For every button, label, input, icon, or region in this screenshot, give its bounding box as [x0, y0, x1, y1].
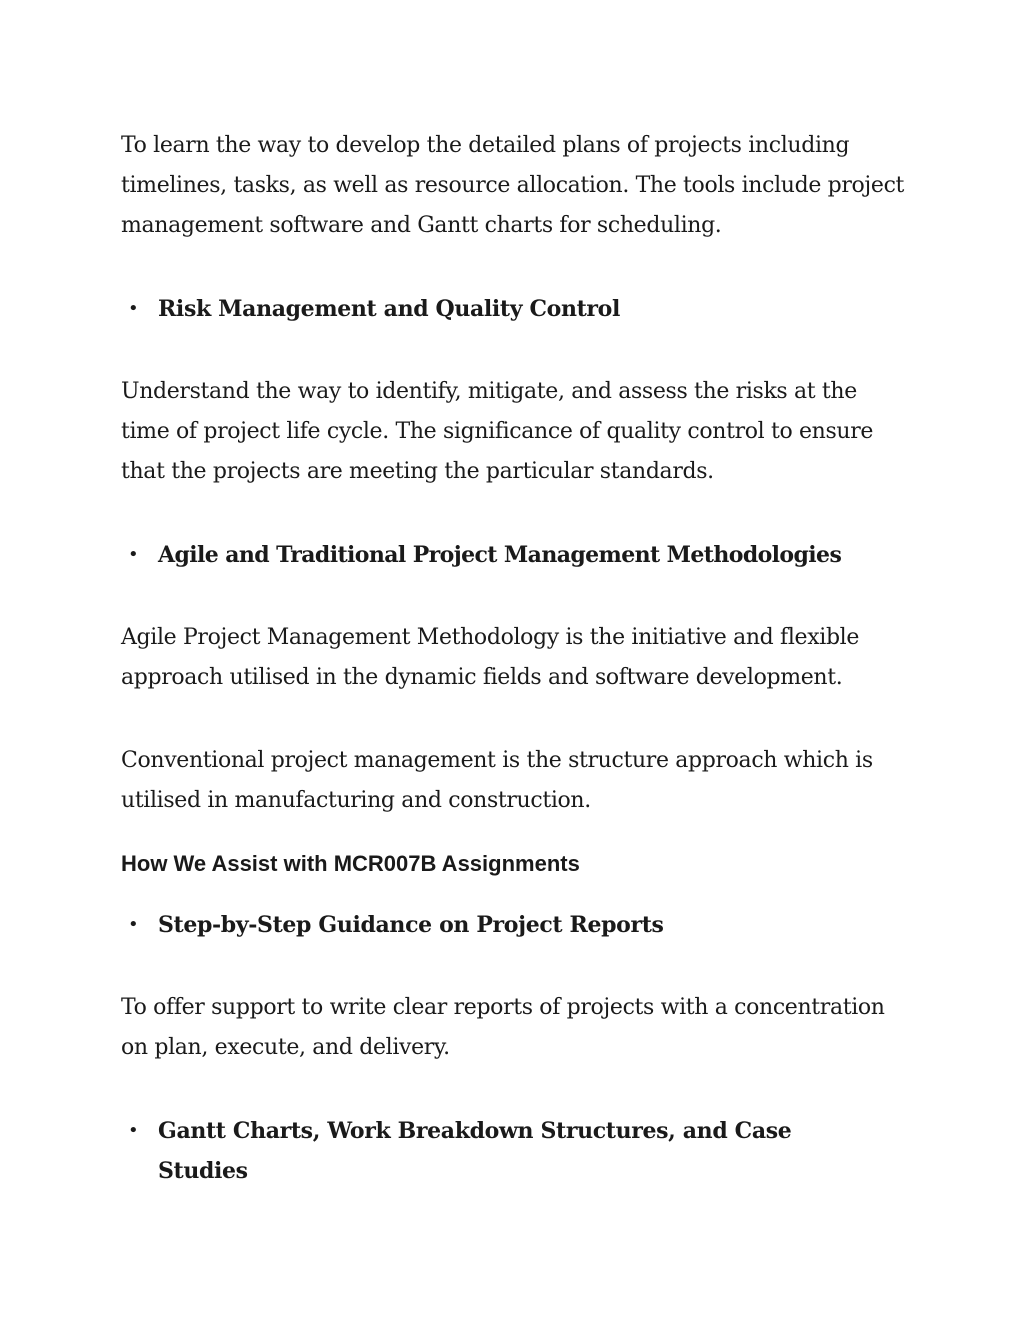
- bullet-agile-traditional: [121, 535, 911, 575]
- paragraph-reports: To offer support to write clear reports of projects with a concentration on plan, execute, and delivery.: [121, 995, 885, 1060]
- bullet-gantt-charts: [121, 1111, 858, 1191]
- bullet-text: Risk Management and Quality Control: [158, 296, 620, 322]
- bullet-dot-icon: •: [128, 298, 139, 319]
- paragraph-conventional: Conventional project management is the structure approach which is utilised in manufacturing and construction.: [121, 748, 873, 813]
- bullet-text: Step-by-Step Guidance on Project Reports: [158, 912, 664, 938]
- bullet-risk-management: [121, 289, 911, 329]
- bullet-step-by-step: [121, 905, 911, 945]
- bullet-dot-icon: •: [128, 1120, 139, 1141]
- section-heading: How We Assist with MCR007B Assignments: [121, 851, 580, 876]
- paragraph-agile: Agile Project Management Methodology is the initiative and flexible approach utilised in the dynamic fields and software development.: [121, 625, 860, 690]
- document-body: [121, 126, 911, 1191]
- paragraph-planning: To learn the way to develop the detailed plans of projects including timelines, tasks, as well as resource allocation. The tools include project management software and Gantt charts for scheduling.: [121, 133, 905, 238]
- bullet-text: Gantt Charts, Work Breakdown Structures, and Case Studies: [158, 1118, 792, 1184]
- bullet-dot-icon: •: [128, 914, 139, 935]
- paragraph-risk: Understand the way to identify, mitigate, and assess the risks at the time of project life cycle. The significance of quality control to ensure that the projects are meeting the particular standards.: [121, 379, 874, 484]
- bullet-text: Agile and Traditional Project Management Methodologies: [158, 542, 842, 568]
- bullet-dot-icon: •: [128, 544, 139, 565]
